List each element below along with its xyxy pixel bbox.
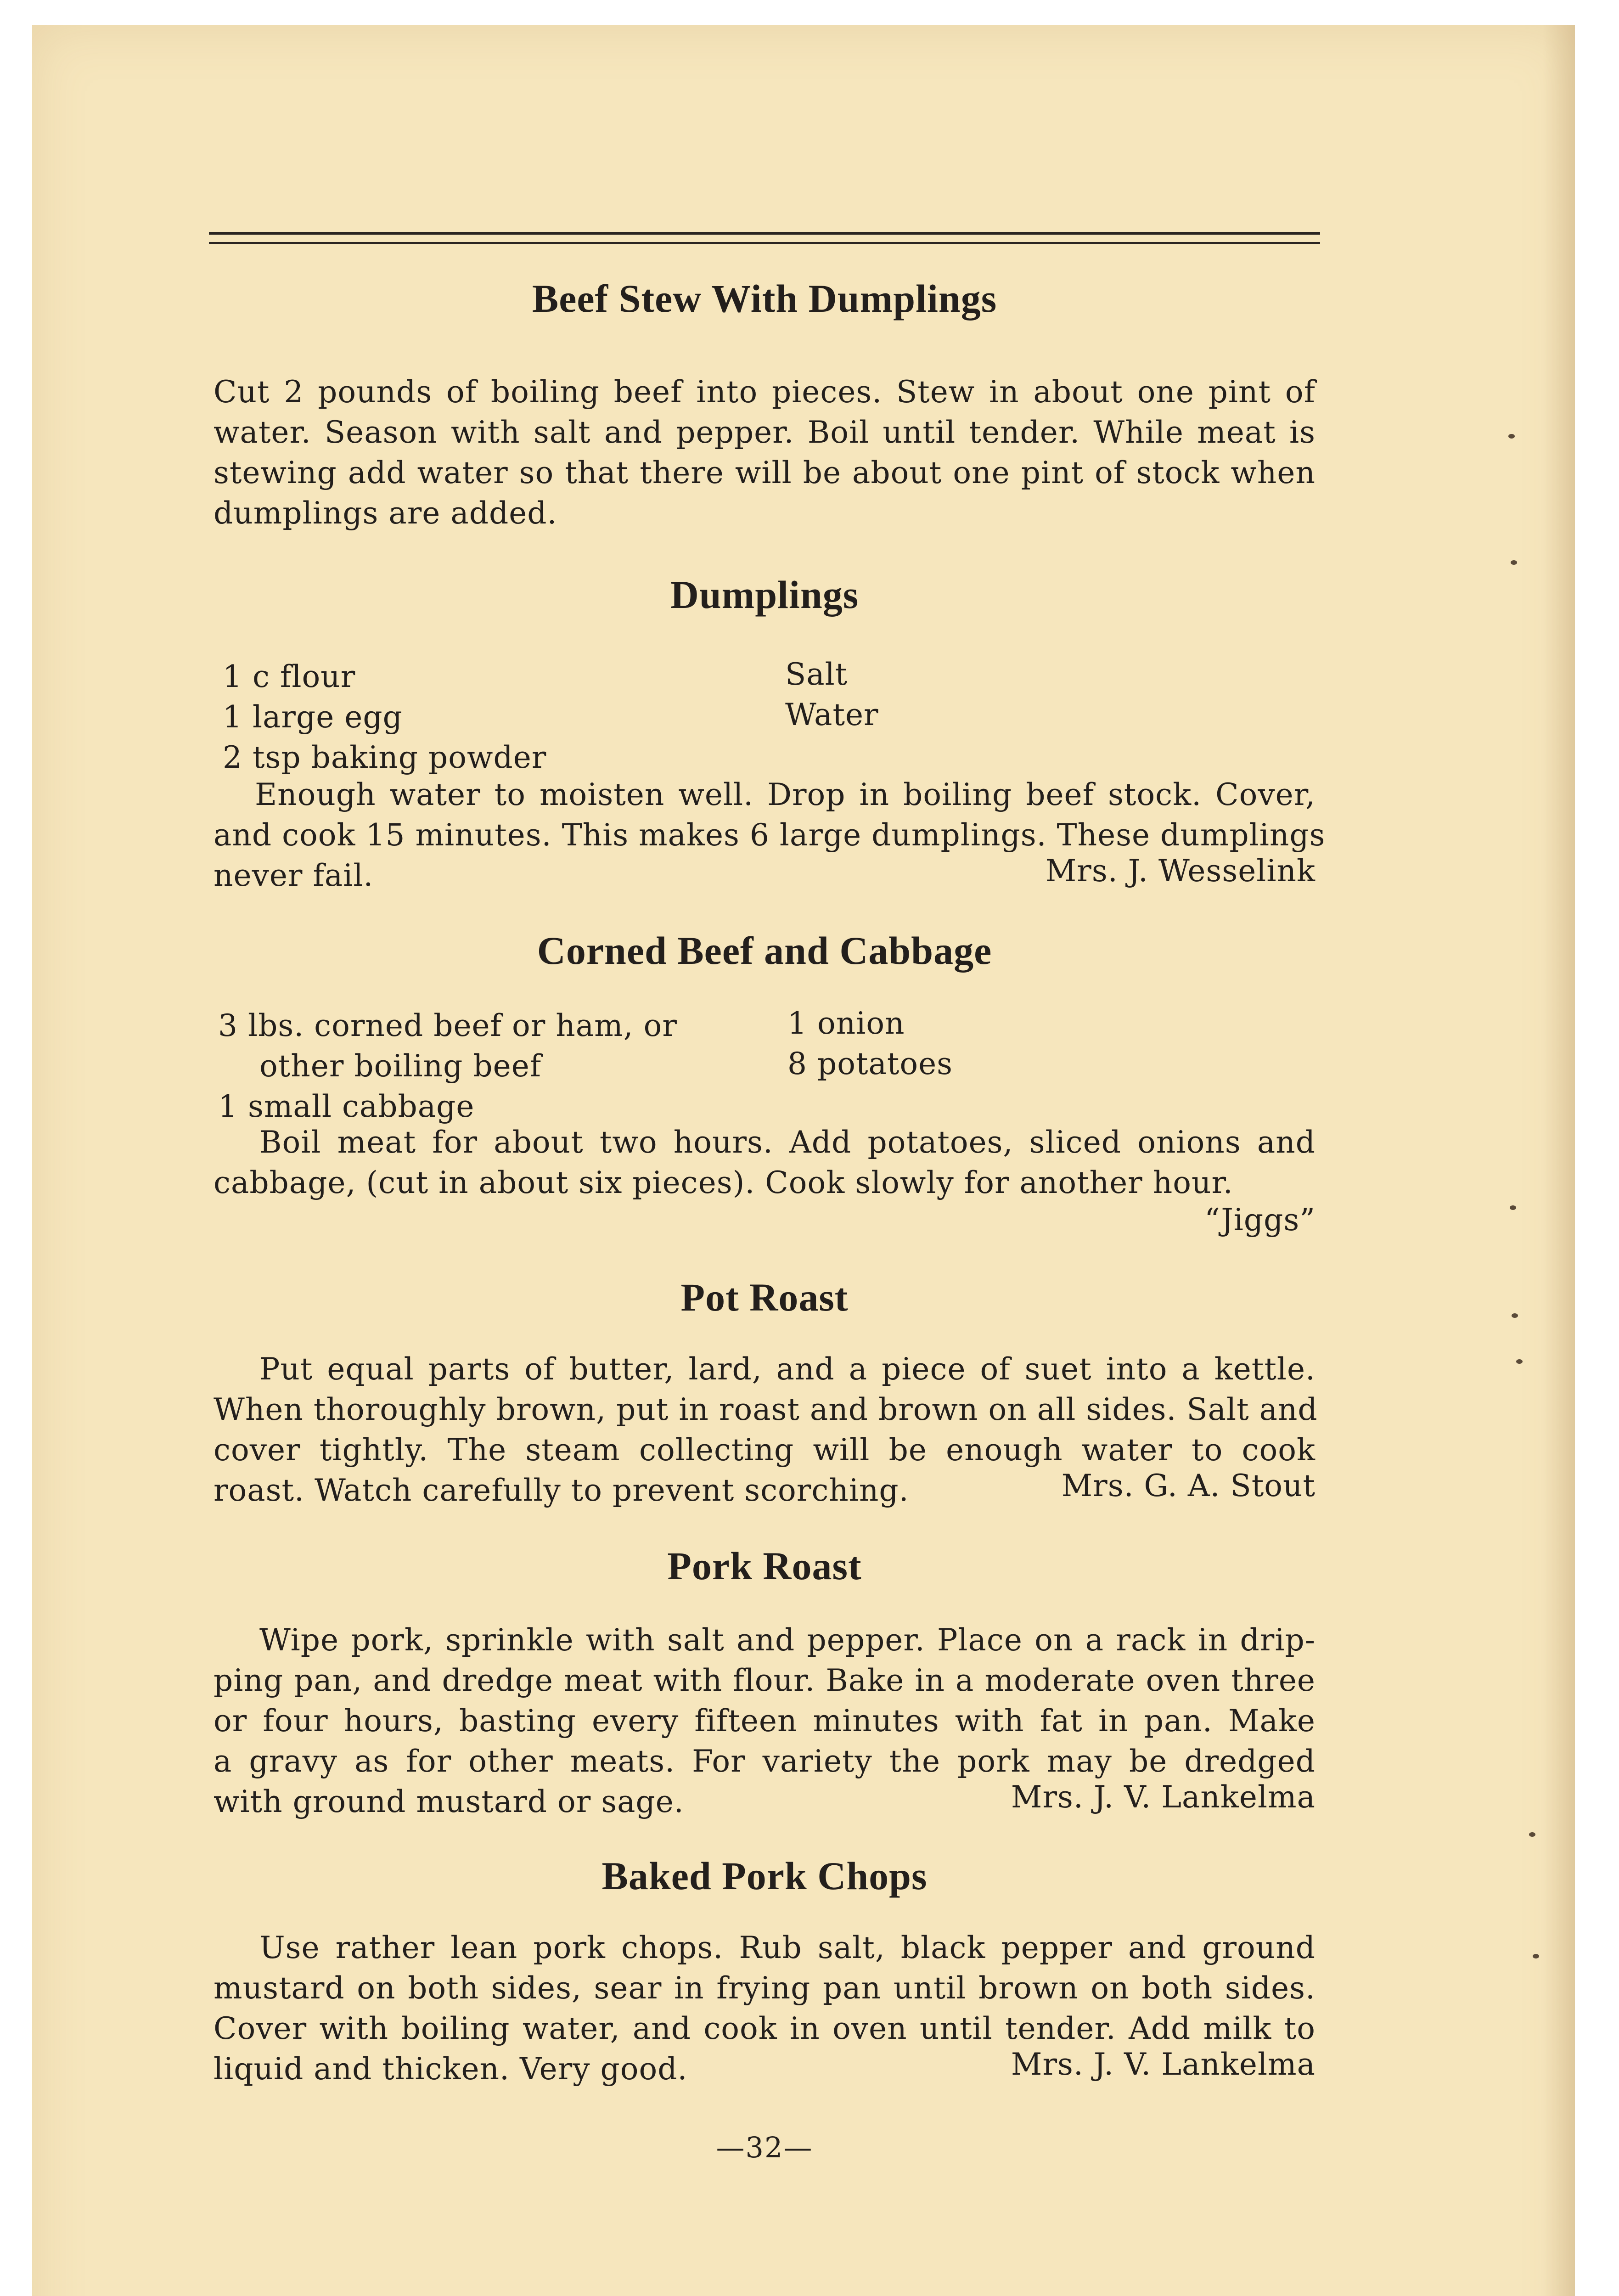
dumplings-ingredient: 2 tsp baking powder	[223, 740, 547, 775]
beef-stew-line: Cut 2 pounds of boiling beef into pieces. Stew in about one pint of	[214, 374, 1315, 410]
recipe-title-pork-roast: Pork Roast	[667, 1544, 862, 1588]
dumplings-line: and cook 15 minutes. This makes 6 large dumplings. These dumplings	[214, 817, 1326, 853]
paper-speck	[1533, 1954, 1539, 1958]
corned-beef-ingredient: 1 small cabbage	[218, 1089, 475, 1124]
paper-speck	[1516, 1359, 1523, 1364]
recipe-title-corned-beef: Corned Beef and Cabbage	[537, 929, 992, 973]
paper-speck	[1511, 560, 1517, 565]
dumplings-ingredient: Salt	[785, 657, 848, 692]
pork-roast-attribution: Mrs. J. V. Lankelma	[1011, 1779, 1315, 1815]
pot-roast-line: roast. Watch carefully to prevent scorching.	[214, 1473, 909, 1508]
corned-beef-ingredient: other boiling beef	[259, 1048, 542, 1084]
pork-roast-line: with ground mustard or sage.	[214, 1784, 684, 1819]
top-rule	[209, 232, 1320, 235]
dumplings-line: Enough water to moisten well. Drop in boiling beef stock. Cover,	[255, 777, 1315, 812]
dumplings-attribution: Mrs. J. Wesselink	[1045, 853, 1315, 889]
recipe-title-beef-stew: Beef Stew With Dumplings	[532, 276, 997, 321]
recipe-title-pot-roast: Pot Roast	[680, 1275, 849, 1319]
baked-pork-chops-line: mustard on both sides, sear in frying pan until brown on both sides.	[214, 1970, 1315, 2006]
paper-speck	[1508, 434, 1515, 439]
corned-beef-ingredient: 8 potatoes	[787, 1046, 953, 1081]
pork-roast-line: or four hours, basting every fifteen minutes with fat in pan. Make	[214, 1703, 1315, 1739]
page-number: —32—	[716, 2131, 813, 2164]
paper-speck	[1510, 1205, 1516, 1210]
pot-roast-line: When thoroughly brown, put in roast and brown on all sides. Salt and	[214, 1392, 1318, 1427]
pork-roast-line: ping pan, and dredge meat with flour. Bake in a moderate oven three	[214, 1663, 1315, 1698]
corned-beef-line: cabbage, (cut in about six pieces). Cook slowly for another hour.	[214, 1165, 1233, 1200]
dumplings-ingredient: 1 large egg	[223, 699, 403, 735]
pot-roast-line: Put equal parts of butter, lard, and a piece of suet into a kettle.	[259, 1351, 1315, 1387]
dumplings-ingredient: Water	[785, 697, 879, 732]
beef-stew-line: dumplings are added.	[214, 495, 557, 531]
baked-pork-chops-attribution: Mrs. J. V. Lankelma	[1011, 2047, 1315, 2082]
cookbook-page	[32, 25, 1575, 2296]
baked-pork-chops-line: Use rather lean pork chops. Rub salt, black pepper and ground	[259, 1930, 1315, 1965]
baked-pork-chops-line: liquid and thicken. Very good.	[214, 2051, 688, 2087]
recipe-title-baked-pork-chops: Baked Pork Chops	[602, 1854, 928, 1898]
corned-beef-ingredient: 3 lbs. corned beef or ham, or	[218, 1008, 677, 1043]
dumplings-line: never fail.	[214, 858, 374, 893]
corned-beef-attribution: “Jiggs”	[1204, 1202, 1315, 1238]
beef-stew-line: water. Season with salt and pepper. Boil until tender. While meat is	[214, 415, 1315, 450]
baked-pork-chops-line: Cover with boiling water, and cook in oven until tender. Add milk to	[214, 2011, 1315, 2046]
top-rule-secondary	[209, 242, 1320, 244]
dumplings-ingredient: 1 c flour	[223, 659, 356, 694]
pot-roast-attribution: Mrs. G. A. Stout	[1061, 1468, 1315, 1503]
paper-speck	[1529, 1832, 1535, 1837]
pot-roast-line: cover tightly. The steam collecting will be enough water to cook	[214, 1432, 1315, 1468]
pork-roast-line: Wipe pork, sprinkle with salt and pepper. Place on a rack in drip-	[259, 1622, 1315, 1658]
recipe-title-dumplings: Dumplings	[670, 573, 859, 617]
pork-roast-line: a gravy as for other meats. For variety the pork may be dredged	[214, 1744, 1315, 1779]
paper-speck	[1512, 1313, 1518, 1318]
corned-beef-line: Boil meat for about two hours. Add potatoes, sliced onions and	[259, 1125, 1315, 1160]
beef-stew-line: stewing add water so that there will be about one pint of stock when	[214, 455, 1315, 490]
page-edge-shadow	[1543, 25, 1575, 2296]
corned-beef-ingredient: 1 onion	[787, 1006, 905, 1041]
